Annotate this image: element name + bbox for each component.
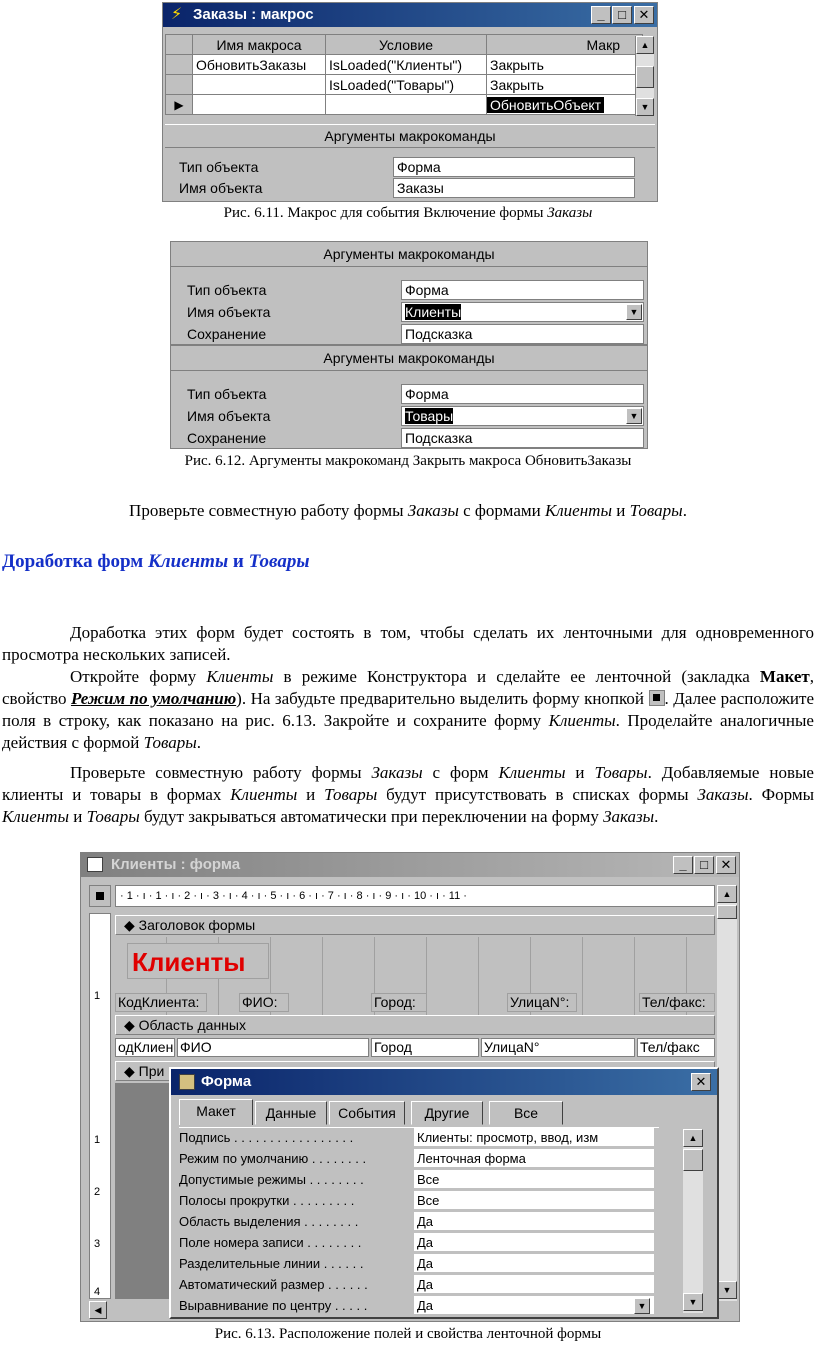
form-design-window: [80, 852, 740, 1322]
properties-scrollbar[interactable]: [683, 1129, 703, 1313]
condition-cell[interactable]: IsLoaded("Клиенты"): [326, 55, 487, 75]
macro-name-cell[interactable]: ОбновитьЗаказы: [193, 55, 326, 75]
form-selector-button[interactable]: [89, 885, 111, 907]
form-title-label[interactable]: Клиенты: [127, 943, 269, 979]
field-city[interactable]: Город: [371, 1038, 479, 1057]
prop-label: Режим по умолчанию . . . . . . . .: [179, 1151, 367, 1166]
tab-other[interactable]: Другие: [411, 1101, 483, 1125]
macro-args-panel-1: [170, 241, 648, 345]
prop-value[interactable]: Ленточная форма: [414, 1149, 654, 1168]
row-selector[interactable]: [166, 55, 193, 75]
field-street[interactable]: УлицаN°: [481, 1038, 635, 1057]
arg-label-object-type: Тип объекта: [179, 159, 259, 175]
macro-window-title: Заказы : макрос: [193, 6, 314, 23]
macro-name-cell[interactable]: [193, 75, 326, 95]
vruler-mark: 4: [94, 1286, 101, 1298]
minimize-button[interactable]: _: [673, 856, 693, 874]
prop-value[interactable]: Да: [414, 1296, 654, 1315]
args-section-header: Аргументы макрокоманды: [171, 346, 647, 371]
form-design-title: Клиенты : форма: [111, 856, 241, 873]
form-design-titlebar[interactable]: [81, 853, 739, 877]
scroll-down-icon[interactable]: ▼: [636, 98, 654, 116]
arg-value-object-name[interactable]: Заказы: [393, 178, 635, 198]
arg-value-object-type[interactable]: Форма: [401, 280, 644, 300]
prop-label: Область выделения . . . . . . . .: [179, 1214, 359, 1229]
prop-row[interactable]: [179, 1128, 659, 1148]
col-macro-name[interactable]: Имя макроса: [193, 35, 326, 55]
arg-label-object-type: Тип объекта: [187, 282, 267, 298]
form-icon: [87, 857, 103, 872]
section-arrow-icon: ◆: [124, 917, 139, 933]
condition-cell[interactable]: IsLoaded("Товары"): [326, 75, 487, 95]
arg-label-save: Сохранение: [187, 430, 267, 446]
arg-select-object-name[interactable]: [401, 406, 644, 426]
prop-row[interactable]: [179, 1275, 659, 1295]
prop-row[interactable]: [179, 1254, 659, 1274]
label-client-id[interactable]: КодКлиента:: [115, 993, 207, 1012]
section-bar-notes[interactable]: ◆ При: [115, 1061, 715, 1081]
section-bar-header[interactable]: ◆ Заголовок формы: [115, 915, 715, 935]
macro-grid: [165, 34, 643, 115]
vruler-mark: 3: [94, 1238, 101, 1250]
figure-6-11-caption: Рис. 6.11. Макрос для события Включение формы Заказы: [223, 205, 593, 221]
arg-select-value: Клиенты: [405, 304, 462, 320]
macro-window-titlebar[interactable]: [163, 3, 657, 27]
form-scrollbar-horizontal[interactable]: [89, 1301, 111, 1319]
action-cell-value: ОбновитьОбъект: [487, 97, 604, 113]
form-selector-icon: [649, 690, 665, 706]
maximize-button[interactable]: □: [694, 856, 714, 874]
prop-value[interactable]: Да: [414, 1212, 654, 1231]
label-fio[interactable]: ФИО:: [239, 993, 289, 1012]
prop-label: Выравнивание по центру . . . . .: [179, 1298, 368, 1313]
dropdown-arrow-icon[interactable]: ▼: [626, 408, 642, 424]
action-cell-selected[interactable]: [487, 95, 643, 115]
condition-cell[interactable]: [326, 95, 487, 115]
scroll-left-icon[interactable]: ◀: [89, 1301, 107, 1319]
properties-tabs: [179, 1101, 709, 1125]
field-fio[interactable]: ФИО: [177, 1038, 369, 1057]
prop-label: Допустимые режимы . . . . . . . .: [179, 1172, 364, 1187]
row-selector-header: [166, 35, 193, 55]
scroll-up-icon[interactable]: ▲: [717, 885, 737, 903]
macro-grid-scrollbar[interactable]: [635, 36, 654, 116]
prop-row[interactable]: [179, 1212, 659, 1232]
scroll-thumb[interactable]: [636, 66, 654, 88]
prop-value[interactable]: Все: [414, 1170, 654, 1189]
close-button[interactable]: ✕: [634, 6, 654, 24]
paragraph-2: Откройте форму Клиенты в режиме Конструктора и сделайте ее ленточной (закладка Макет, свойство Режим по умолчанию). На забудьте предварительно выделить форму кнопкой . Далее расположите поля в строку, как показано на рис. 6.13. Закройте и сохраните форму Клиенты. Проделайте аналогичные действия с формой Товары.: [2, 667, 814, 752]
col-action[interactable]: Макр: [487, 35, 643, 55]
prop-label: Автоматический размер . . . . . .: [179, 1277, 368, 1292]
arg-label-object-name: Имя объекта: [187, 304, 271, 320]
prop-value[interactable]: Клиенты: просмотр, ввод, изм: [414, 1128, 654, 1147]
scroll-down-icon[interactable]: ▼: [717, 1281, 737, 1299]
minimize-button[interactable]: _: [591, 6, 611, 24]
properties-title: Форма: [201, 1073, 252, 1090]
prop-row[interactable]: [179, 1233, 659, 1253]
paragraph-1: Доработка этих форм будет состоять в том, чтобы сделать их ленточными для одновременного просмотра нескольких записей.: [2, 623, 814, 664]
figure-6-13-caption: Рис. 6.13. Расположение полей и свойства ленточной формы: [214, 1326, 602, 1342]
form-header-area: [115, 937, 715, 1015]
prop-row[interactable]: [179, 1149, 659, 1169]
properties-titlebar[interactable]: [171, 1069, 717, 1095]
paragraph-3: Проверьте совместную работу формы Заказы с форм Клиенты и Товары. Добавляемые новые клиенты и товары в формах Клиенты и Товары будут присутствовать в списках формы Заказы. Формы Клиенты и Товары будут закрываться автоматически при переключении на форму Заказы.: [2, 763, 814, 826]
horizontal-ruler: · 1 · ı · 1 · ı · 2 · ı · 3 · ı · 4 · ı · 5 · ı · 6 · ı · 7 · ı · 8 · ı · 9 · ı · 10 · ı · 11 ·: [115, 885, 715, 907]
col-condition[interactable]: Условие: [326, 35, 487, 55]
args-section-header: Аргументы макрокоманды: [171, 242, 647, 267]
properties-icon: [179, 1074, 195, 1090]
macro-args-panel-2: [170, 345, 648, 449]
tab-all[interactable]: Все: [489, 1101, 563, 1125]
prop-label: Поле номера записи . . . . . . . .: [179, 1235, 362, 1250]
prop-row[interactable]: [179, 1191, 659, 1211]
dropdown-arrow-icon[interactable]: ▼: [626, 304, 642, 320]
vertical-ruler: [89, 913, 111, 1299]
figure-6-12-caption: Рис. 6.12. Аргументы макрокоманд Закрыть макроса ОбновитьЗаказы: [184, 453, 632, 469]
prop-label: Подпись . . . . . . . . . . . . . . . . .: [179, 1130, 354, 1145]
arg-label-save: Сохранение: [187, 326, 267, 342]
prop-row[interactable]: [179, 1296, 659, 1316]
label-phone[interactable]: Тел/факс:: [639, 993, 715, 1012]
scroll-thumb[interactable]: [683, 1149, 703, 1171]
form-scrollbar-vertical[interactable]: [717, 885, 737, 1301]
arg-value-object-type[interactable]: Форма: [401, 384, 644, 404]
prop-label: Полосы прокрутки . . . . . . . . .: [179, 1193, 355, 1208]
prop-value[interactable]: Да: [414, 1233, 654, 1252]
section-bar-data[interactable]: ◆ Область данных: [115, 1015, 715, 1035]
field-phone[interactable]: Тел/факс: [637, 1038, 715, 1057]
row-selector[interactable]: [166, 75, 193, 95]
arg-label-object-name: Имя объекта: [179, 180, 263, 196]
arg-select-value: Товары: [405, 408, 454, 424]
macro-icon: ⚡: [171, 6, 183, 23]
macro-window: [162, 2, 658, 202]
prop-value[interactable]: Да: [414, 1254, 654, 1273]
arg-label-object-type: Тип объекта: [187, 386, 267, 402]
close-button[interactable]: ✕: [716, 856, 736, 874]
check-paragraph: Проверьте совместную работу формы Заказы с формами Клиенты и Товары.: [129, 501, 687, 520]
field-client-id[interactable]: одКлиен: [115, 1038, 175, 1057]
close-button[interactable]: ✕: [691, 1073, 711, 1091]
macro-name-cell[interactable]: [193, 95, 326, 115]
prop-value[interactable]: Все: [414, 1191, 654, 1210]
section-arrow-icon: ◆: [124, 1017, 139, 1033]
vruler-mark: 2: [94, 1186, 101, 1198]
arg-label-object-name: Имя объекта: [187, 408, 271, 424]
maximize-button[interactable]: □: [612, 6, 632, 24]
arg-select-object-name[interactable]: [401, 302, 644, 322]
scroll-thumb[interactable]: [717, 905, 737, 919]
tab-events[interactable]: События: [329, 1101, 405, 1125]
vruler-mark: 1: [94, 990, 101, 1002]
arg-value-save[interactable]: Подсказка: [401, 324, 644, 344]
arg-value-save[interactable]: Подсказка: [401, 428, 644, 448]
section-heading: Доработка форм Клиенты и Товары: [2, 551, 310, 572]
vruler-mark: 1: [94, 1134, 101, 1146]
tab-data[interactable]: Данные: [255, 1101, 327, 1125]
tab-layout[interactable]: Макет: [179, 1099, 253, 1125]
args-section-header: Аргументы макрокоманды: [165, 124, 655, 148]
dropdown-arrow-icon[interactable]: ▼: [634, 1298, 650, 1314]
section-arrow-icon: ◆: [124, 1063, 139, 1079]
form-detail-area: [115, 1037, 715, 1059]
label-city[interactable]: Город:: [371, 993, 427, 1012]
prop-row[interactable]: [179, 1170, 659, 1190]
scroll-up-icon[interactable]: ▲: [636, 36, 654, 54]
prop-value[interactable]: Да: [414, 1275, 654, 1294]
prop-label: Разделительные линии . . . . . .: [179, 1256, 364, 1271]
scroll-down-icon[interactable]: ▼: [683, 1293, 703, 1311]
properties-window: [169, 1067, 719, 1319]
label-street[interactable]: УлицаN°:: [507, 993, 577, 1012]
action-cell[interactable]: Закрыть: [487, 75, 643, 95]
properties-list: [179, 1127, 659, 1314]
scroll-up-icon[interactable]: ▲: [683, 1129, 703, 1147]
current-row-arrow-icon[interactable]: ▶: [166, 95, 193, 115]
action-cell[interactable]: Закрыть: [487, 55, 643, 75]
arg-value-object-type[interactable]: Форма: [393, 157, 635, 177]
